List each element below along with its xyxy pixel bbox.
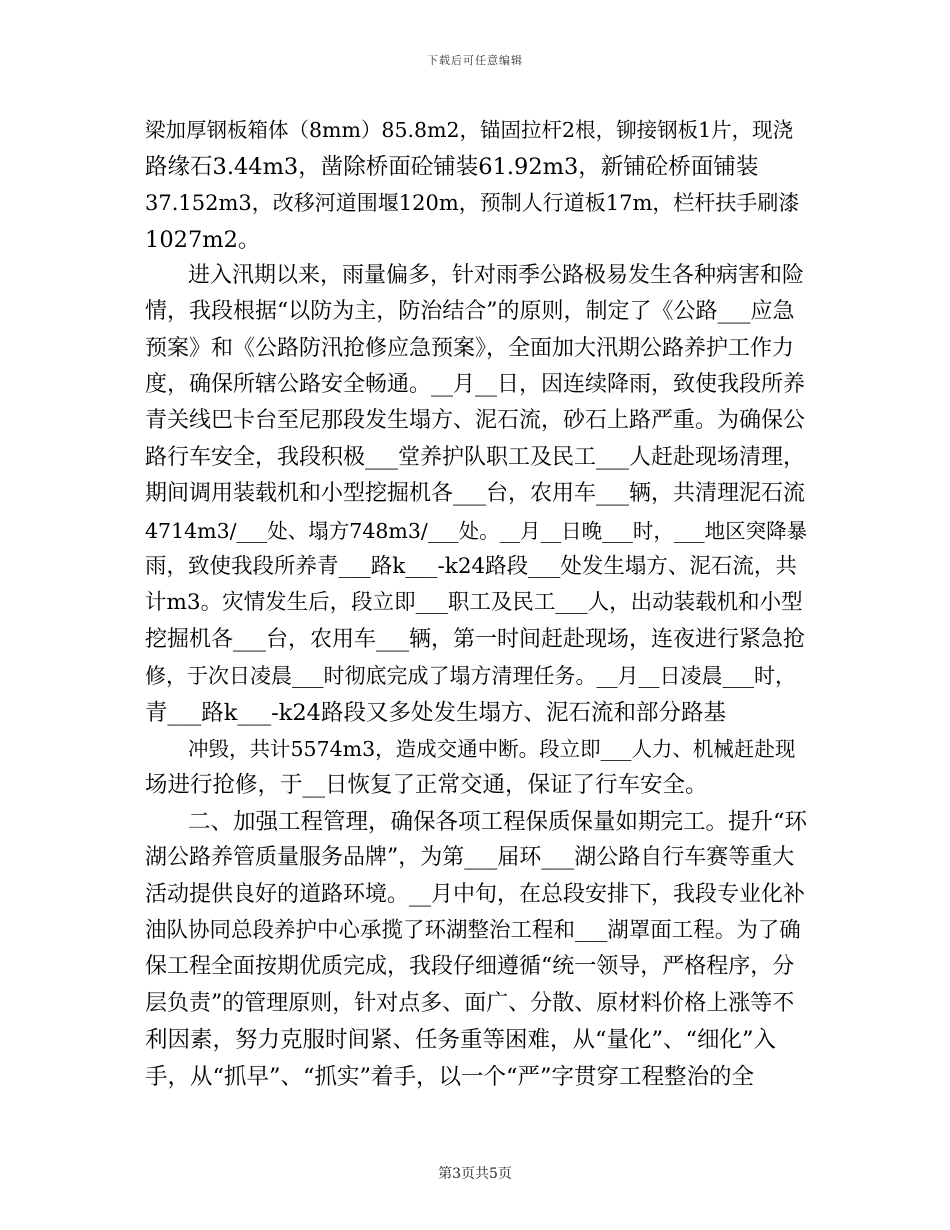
text-line: 手，从“抓早”、“抓实”着手，以一个“严”字贯穿工程整治的全 — [145, 1064, 755, 1090]
text-line: 37.152m3，改移河道围堰120m，预制人行道板17m，栏杆扶手刷漆 — [145, 191, 800, 215]
page-header: 下载后可任意编辑 — [427, 54, 523, 67]
text-line: 活动提供良好的道路环境。__月中旬，在总段安排下，我段专业化补 — [145, 882, 806, 907]
text-line: 层负责”的管理原则，针对点多、面广、分散、原材料价格上涨等不 — [145, 991, 795, 1016]
text-line: 计m3。灾情发生后，段立即___职工及民工___人，出动装载机和小型 — [145, 590, 803, 615]
text-line: 湖公路养管质量服务品牌”，为第___届环___湖公路自行车赛等重大 — [145, 845, 795, 870]
text-line: 期间调用装载机和小型挖掘机各___台，农用车___辆，共清理泥石流 — [145, 481, 806, 506]
text-line: 预案》和《公路防汛抢修应急预案》，全面加大汛期公路养护工作力 — [145, 336, 795, 361]
text-line: 挖掘机各___台，农用车___辆，第一时间赶赴现场，连夜进行紧急抢 — [145, 627, 806, 652]
text-line: 雨，致使我段所养青___路k___-k24路段___处发生塌方、泥石流，共 — [145, 554, 797, 579]
text-line: 修，于次日凌晨___时彻底完成了塌方清理任务。__月__日凌晨___时， — [145, 664, 796, 688]
page-number: 第3页共5页 — [438, 1166, 512, 1182]
text-line: 情，我段根据“以防为主，防治结合”的原则，制定了《公路___应急 — [145, 299, 795, 324]
text-line: 路缘石3.44m3，凿除桥面砼铺装61.92m3，新铺砼桥面铺装 — [145, 154, 759, 180]
text-line: 利因素，努力克服时间紧、任务重等困难，从“量化”、“细化”入 — [145, 1027, 777, 1053]
paragraph-first-line: 进入汛期以来，雨量偏多，针对雨季公路极易发生各种病害和险 — [188, 263, 805, 288]
text-line: 青___路k___-k24路段又多处发生塌方、泥石流和部分路基 — [145, 700, 727, 726]
text-line: 度，确保所辖公路安全畅通。__月__日，因连续降雨，致使我段所养 — [145, 372, 806, 397]
text-line: 4714m3/___处、塌方748m3/___处。__月__日晚___时，___地区突降暴 — [145, 519, 808, 543]
text-line: 青关线巴卡台至尼那段发生塌方、泥石流，砂石上路严重。为确保公 — [145, 408, 806, 433]
text-line: 保工程全面按期优质完成，我段仔细遵循“统一领导，严格程序，分 — [145, 954, 795, 979]
text-line: 1027m2。 — [145, 227, 261, 253]
text-line: 场进行抢修，于__日恢复了正常交通，保证了行车安全。 — [145, 772, 708, 798]
paragraph-first-line: 冲毁，共计5574m3，造成交通中断。段立即___人力、机械赶赴现 — [188, 737, 796, 761]
paragraph-first-line: 二、加强工程管理，确保各项工程保质保量如期完工。提升“环 — [188, 809, 808, 835]
text-line: 梁加厚钢板箱体（8mm）85.8m2，锚固拉杆2根，铆接钢板1片，现浇 — [145, 118, 794, 142]
text-line: 路行车安全，我段积极___堂养护队职工及民工___人赶赴现场清理， — [145, 445, 806, 470]
text-line: 油队协同总段养护中心承揽了环湖整治工程和___湖罩面工程。为了确 — [145, 918, 801, 943]
